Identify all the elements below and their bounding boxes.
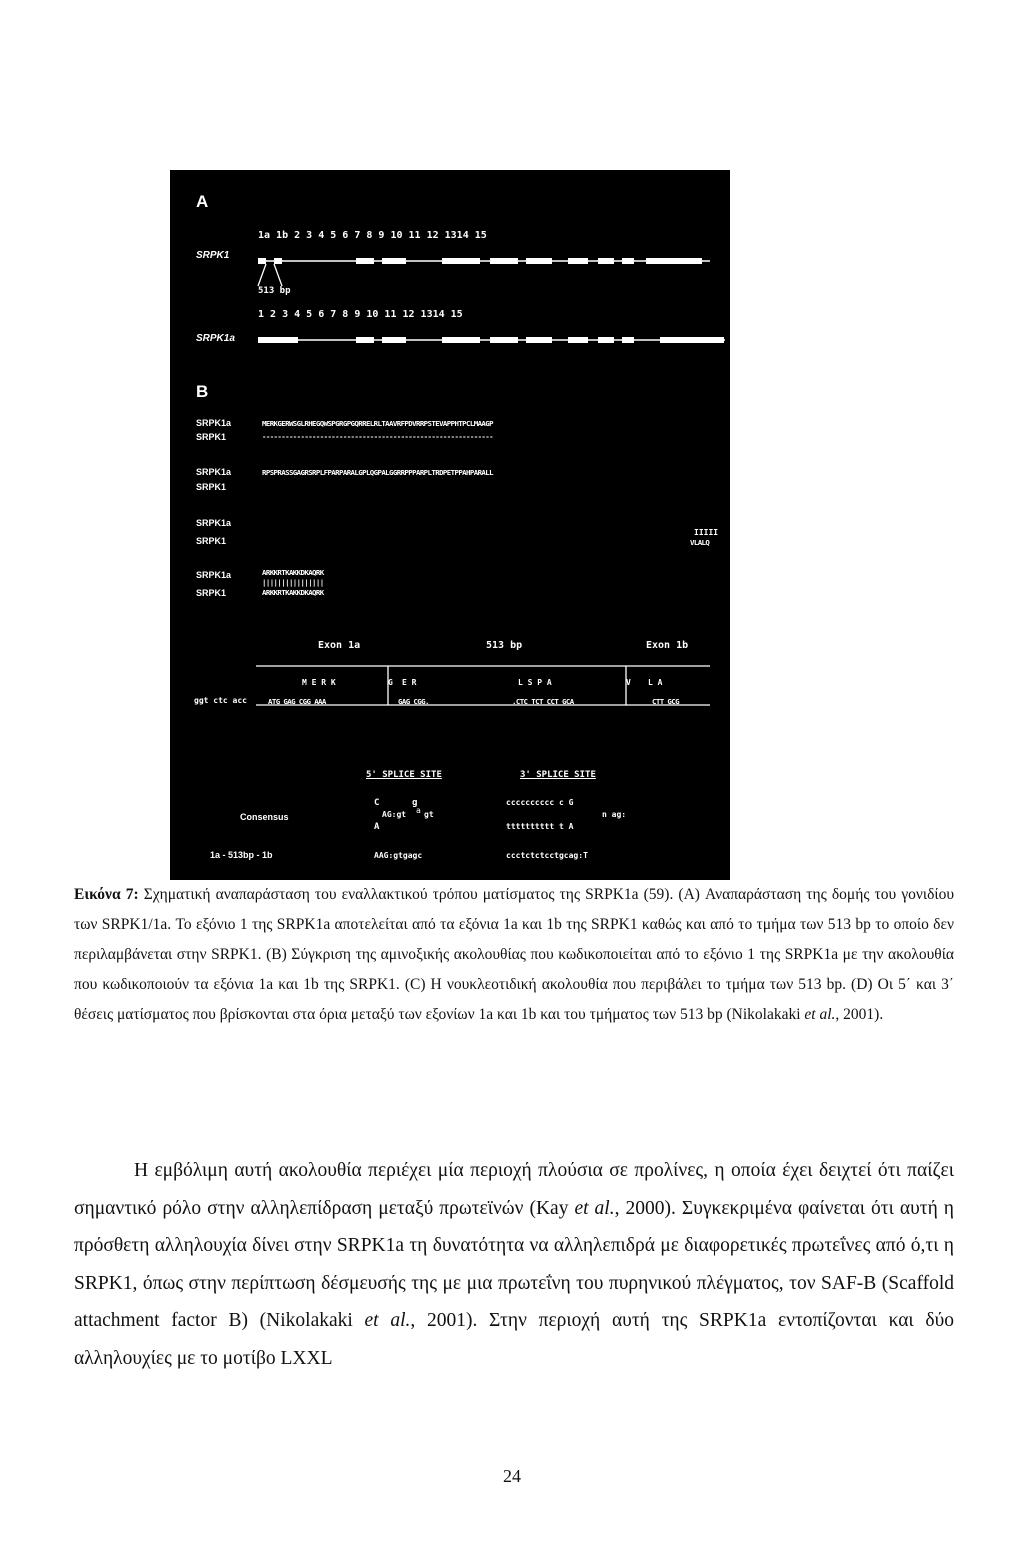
aa-right-junction: V (626, 678, 631, 687)
nt-exon1a: ATG GAG CGG AAA (268, 697, 326, 706)
panel-a-label: A (196, 192, 209, 211)
sample3-sequence: ccctctctcctgcag:T (506, 851, 588, 860)
page-number: 24 (503, 1466, 521, 1486)
seq-name: SRPK1a (196, 518, 232, 528)
nt-upstream: ggt ctc acc (194, 696, 247, 705)
aa-sequence: MERKGERWSGLRHEGQWSPGRGPGQRRELRLTAAVRFPDVRRPSTEVAPPHTPCLMAAGP (262, 419, 493, 428)
sample-label: 1a - 513bp - 1b (210, 850, 273, 860)
exon-numbers-bottom: 1 2 3 4 5 6 7 8 9 10 11 12 1314 15 (258, 309, 463, 320)
aa-sequence-gap: ------------------------------------------------------------ (262, 432, 493, 441)
gene-structure-diagram (170, 170, 730, 370)
figure-7 (170, 170, 730, 880)
panel-b-label: B (196, 382, 209, 401)
five-prime-header: 5' SPLICE SITE (366, 770, 442, 780)
nt-exon1b: CTT GCG (652, 697, 679, 706)
seq-name: SRPK1a (196, 467, 232, 477)
caption-etal: et al. (804, 1006, 836, 1023)
exon-1b-label: Exon 1b (646, 640, 689, 651)
cons5-top-c: C (374, 798, 380, 808)
insert-line-left (258, 264, 266, 286)
cons5-top-g: g (412, 798, 418, 808)
insert-line-right (274, 264, 282, 286)
cons3-mid: n ag: (602, 810, 627, 819)
seq-name: SRPK1a (196, 418, 232, 428)
alignment-bars: |||||||||||||||| (262, 578, 324, 587)
body-text-b: , 2000). Συγκεκριμένα φαίνεται ότι αυτή η πρόσθετη αλληλουχία δίνει στην SRPK1a τη δυνατότητα να αλληλεπιδρά με διαφορετικές πρωτεΐνες από ό,τι η SRPK1, όπως στην περίπτωση δέσμευσής της με μια πρωτεΐνη του πυρηνικού πλέγματος, τον SAF-B (Scaffold attachment factor B) (Nikolakaki (74, 1197, 954, 1332)
gene-label-srpk1a: SRPK1a (196, 333, 235, 344)
aa-sequence: VLALQ (690, 538, 710, 547)
cons5-mid: AG:gt (382, 810, 407, 819)
seq-name: SRPK1 (196, 482, 227, 492)
cons3-bottom: tttttttttt t A (506, 822, 574, 831)
body-paragraph (74, 1152, 954, 1378)
body-etal: et al. (364, 1310, 411, 1332)
aa-sequence: ARKKRTKAKKDKAQRK (262, 568, 324, 577)
aa-insert-end: L S P A (518, 678, 552, 687)
insert-513-label: 513 bp (486, 640, 523, 651)
consensus-label: Consensus (240, 812, 289, 822)
aa-left-junction: G (388, 678, 393, 687)
splice-junction-lines (170, 660, 730, 710)
aa-sequence: ARKKRTKAKKDKAQRK (262, 588, 324, 597)
body-etal: et al. (574, 1197, 615, 1219)
aa-exon1a: M E R K (302, 678, 336, 687)
gene-label-srpk1: SRPK1 (196, 250, 230, 261)
exon-1a-label: Exon 1a (318, 640, 361, 651)
cons5-end: gt (424, 810, 434, 819)
sample5-sequence: AAG:gtgagc (374, 851, 423, 860)
three-prime-header: 3' SPLICE SITE (520, 770, 596, 780)
seq-name: SRPK1a (196, 570, 232, 580)
seq-name: SRPK1 (196, 432, 227, 442)
aa-insert-start: E R (402, 678, 417, 687)
body-text-c: , 2001). Στην περιοχή αυτή της SRPK1a εντοπίζονται και δύο αλληλουχίες με το μοτίβο LXXL (74, 1310, 954, 1369)
insert-size-label: 513 bp (258, 286, 291, 296)
aa-sequence: RPSPRASSGAGRSRPLFPARPARALGPLQGPALGGRRPPPARPLTRDPETPPAHPARALL (262, 468, 493, 477)
cons3-top: cccccccccc c G (506, 798, 574, 807)
cons5-sup: a (416, 806, 421, 815)
nt-insert-start: GAG CGG. (398, 697, 429, 706)
caption-text: Σχηματική αναπαράσταση του εναλλακτικού τρόπου ματίσματος της SRPK1a (59). (A) Αναπαράσταση της δομής του γονιδίου των SRPK1/1a. Το εξόνιο 1 της SRPK1a αποτελείται από τα εξόνια 1a και 1b της SRPK1 καθώς και από το τμήμα των 513 bp το οποίο δεν περιλαμβάνεται στην SRPK1. (B) Σύγκριση της αμινοξικής ακολουθίας που κωδικοποιείται από το εξόνιο 1 της SRPK1a με την ακολουθία που κωδικοποιούν τα εξόνια 1a και 1b της SRPK1. (C) Η νουκλεοτιδική ακολουθία που περιβάλει το τμήμα των 513 bp. (D) Οι 5΄ και 3΄ θέσεις ματίσματος που βρίσκονται στα όρια μεταξύ των εξονίων 1a και 1b και του τμήματος των 513 bp (Nikolakaki (74, 886, 954, 1023)
caption-lead: Εικόνα 7: (74, 886, 139, 903)
seq-name: SRPK1 (196, 588, 227, 598)
alignment-bars: IIIII (694, 528, 719, 537)
seq-name: SRPK1 (196, 536, 227, 546)
caption-text-end: , 2001). (835, 1006, 884, 1023)
aa-exon1b: L A (648, 678, 663, 687)
nt-insert-end: .CTC TCT CCT GCA (512, 697, 574, 706)
cons5-bottom: A (374, 822, 380, 832)
exon-numbers-top: 1a 1b 2 3 4 5 6 7 8 9 10 11 12 1314 15 (258, 230, 487, 241)
figure-caption (74, 880, 954, 1030)
body-text-a: Η εμβόλιμη αυτή ακολουθία περιέχει μία περιοχή πλούσια σε προλίνες, η οποία έχει δειχτεί ότι παίζει σημαντικό ρόλο στην αλληλεπίδραση μεταξύ πρωτεϊνών (Kay (74, 1160, 954, 1219)
